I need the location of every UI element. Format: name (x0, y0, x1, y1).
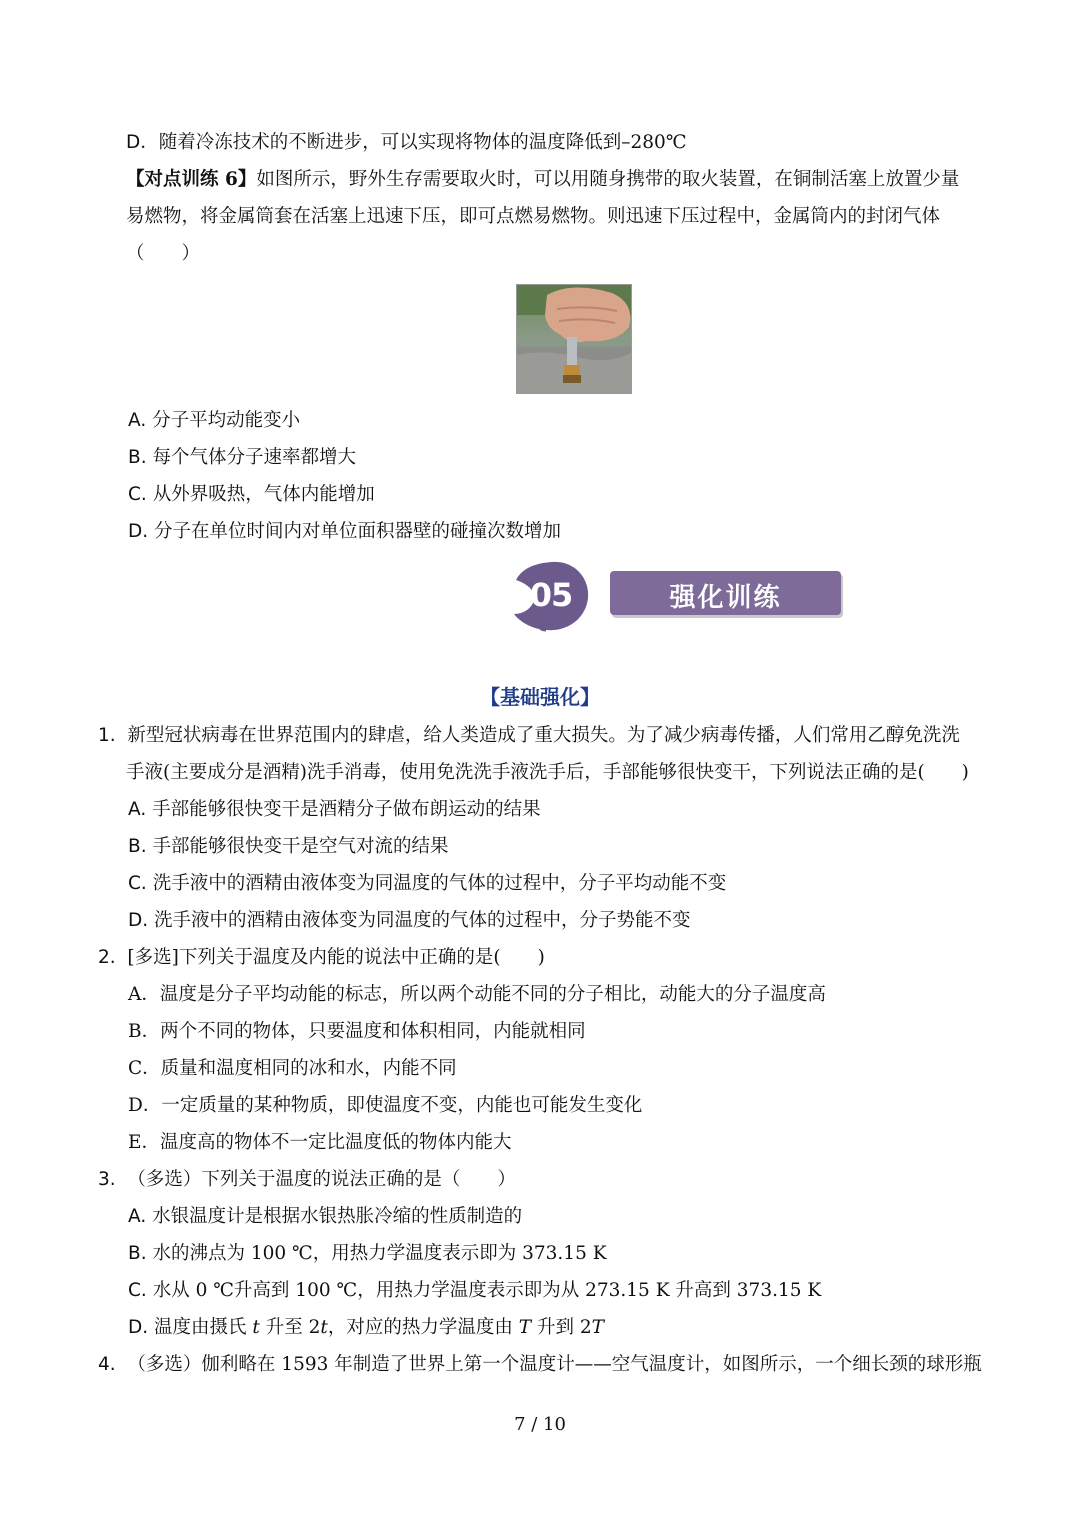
option-text: 温度由摄氏 (154, 1317, 253, 1338)
q1-option-b (128, 834, 448, 860)
exercise-tag: 【对点训练 6】 (126, 169, 257, 190)
question-number: 4. (98, 1354, 116, 1375)
variable: t (320, 1317, 328, 1338)
question-prefix: [多选] (127, 947, 179, 968)
q1-option-c (128, 871, 726, 897)
option-text: 手部能够很快变干是酒精分子做布朗运动的结果 (152, 799, 541, 820)
option-value: –280℃ (621, 132, 687, 153)
option-letter: D. (128, 910, 149, 931)
question-text: （多选）下列关于温度的说法正确的是（ ） (127, 1169, 516, 1190)
variable: T (591, 1317, 604, 1338)
option-letter: D． (126, 132, 159, 153)
option-letter: D． (128, 1095, 162, 1116)
option-text: 洗手液中的酒精由液体变为同温度的气体的过程中，分子平均动能不变 (152, 873, 727, 894)
exercise-6-line1 (126, 167, 959, 193)
section-number: 05 (529, 576, 573, 614)
q3-option-c (128, 1278, 821, 1304)
option-text: 洗手液中的酒精由液体变为同温度的气体的过程中，分子势能不变 (154, 910, 691, 931)
question-4-line1 (98, 1352, 982, 1378)
fire-piston-photo (516, 284, 632, 394)
option-letter: C. (128, 873, 147, 894)
option-text: 温度是分子平均动能的标志，所以两个动能不同的分子相比，动能大的分子温度高 (159, 984, 826, 1005)
option-text: 升到 2 (531, 1317, 592, 1338)
question-number: 3. (98, 1169, 116, 1190)
option-letter: C. (128, 484, 147, 505)
option-letter: A. (128, 1206, 147, 1227)
option-text: 质量和温度相同的冰和水，内能不同 (160, 1058, 457, 1079)
question-2-line1 (98, 945, 545, 971)
option-letter: E． (128, 1132, 161, 1153)
q1-option-d (128, 908, 691, 934)
option-text: 水的沸点为 100 ℃，用热力学温度表示即为 373.15 K (152, 1243, 607, 1264)
option-text: 分子平均动能变小 (152, 410, 301, 431)
q2-option-a (128, 982, 826, 1008)
option-letter: B． (128, 1021, 161, 1042)
exercise-6-line2: 易燃物，将金属筒套在活塞上迅速下压，即可点燃易燃物。则迅速下压过程中，金属筒内的封闭气体 (126, 206, 941, 227)
q2-option-d (128, 1093, 642, 1119)
option-letter: B. (128, 447, 147, 468)
option-letter: C. (128, 1280, 147, 1301)
exercise-6-bracket: （ ） (126, 243, 201, 264)
option-text: 水从 0 ℃升高到 100 ℃，用热力学温度表示即为从 273.15 K 升高到 373.15 K (152, 1280, 822, 1301)
question-text: 新型冠状病毒在世界范围内的肆虐，给人类造成了重大损失。为了减少病毒传播，人们常用乙醇免洗洗 (127, 725, 960, 746)
option-letter: A. (128, 799, 147, 820)
option-b (128, 445, 356, 471)
question-3-line1 (98, 1167, 516, 1193)
exercise-text: 如图所示，野外生存需要取火时，可以用随身携带的取火装置，在铜制活塞上放置少量 (256, 169, 960, 190)
option-text: 升至 2 (259, 1317, 321, 1338)
option-text: 分子在单位时间内对单位面积器壁的碰撞次数增加 (154, 521, 562, 542)
option-letter: C． (128, 1058, 161, 1079)
option-text: 水银温度计是根据水银热胀冷缩的性质制造的 (152, 1206, 523, 1227)
option-text: 一定质量的某种物质，即使温度不变，内能也可能发生变化 (161, 1095, 643, 1116)
section-title: 强化训练 (669, 583, 782, 613)
option-letter: A． (128, 984, 160, 1005)
q3-option-d (128, 1315, 604, 1341)
option-letter: A. (128, 410, 147, 431)
variable: t (252, 1317, 260, 1338)
question-number: 2. (98, 947, 116, 968)
page-number: 7 / 10 (514, 1414, 566, 1435)
option-text: 随着冷冻技术的不断进步，可以实现将物体的温度降低到 (158, 132, 622, 153)
option-text: 每个气体分子速率都增大 (152, 447, 356, 468)
option-letter: B. (128, 1243, 147, 1264)
option-d-line (126, 130, 687, 156)
q3-option-a (128, 1204, 522, 1230)
variable: T (518, 1317, 532, 1338)
q2-option-b (128, 1019, 586, 1045)
option-text: ，对应的热力学温度由 (327, 1317, 519, 1338)
question-text: （多选）伽利略在 1593 年制造了世界上第一个温度计——空气温度计，如图所示，一个细长颈的球形瓶 (127, 1354, 982, 1375)
option-text: 从外界吸热，气体内能增加 (152, 484, 375, 505)
question-number: 1. (98, 725, 116, 746)
q2-option-e (128, 1130, 512, 1156)
question-1-line1 (98, 723, 960, 749)
option-text: 温度高的物体不一定比温度低的物体内能大 (160, 1132, 512, 1153)
option-c (128, 482, 375, 508)
option-letter: B. (128, 836, 147, 857)
option-text: 手部能够很快变干是空气对流的结果 (152, 836, 449, 857)
q1-option-a (128, 797, 541, 823)
question-1-line2: 手液(主要成分是酒精)洗手消毒，使用免洗洗手液洗手后，手部能够很快变干，下列说法正确的是( ) (126, 762, 969, 783)
q3-option-b (128, 1241, 607, 1267)
question-text: 下列关于温度及内能的说法中正确的是( ) (178, 947, 545, 968)
q2-option-c (128, 1056, 457, 1082)
sub-heading: 【基础强化】 (480, 685, 600, 709)
option-letter: D. (128, 521, 149, 542)
option-text: 两个不同的物体，只要温度和体积相同，内能就相同 (160, 1021, 586, 1042)
option-a (128, 408, 300, 434)
option-d (128, 519, 561, 545)
option-letter: D. (128, 1317, 149, 1338)
